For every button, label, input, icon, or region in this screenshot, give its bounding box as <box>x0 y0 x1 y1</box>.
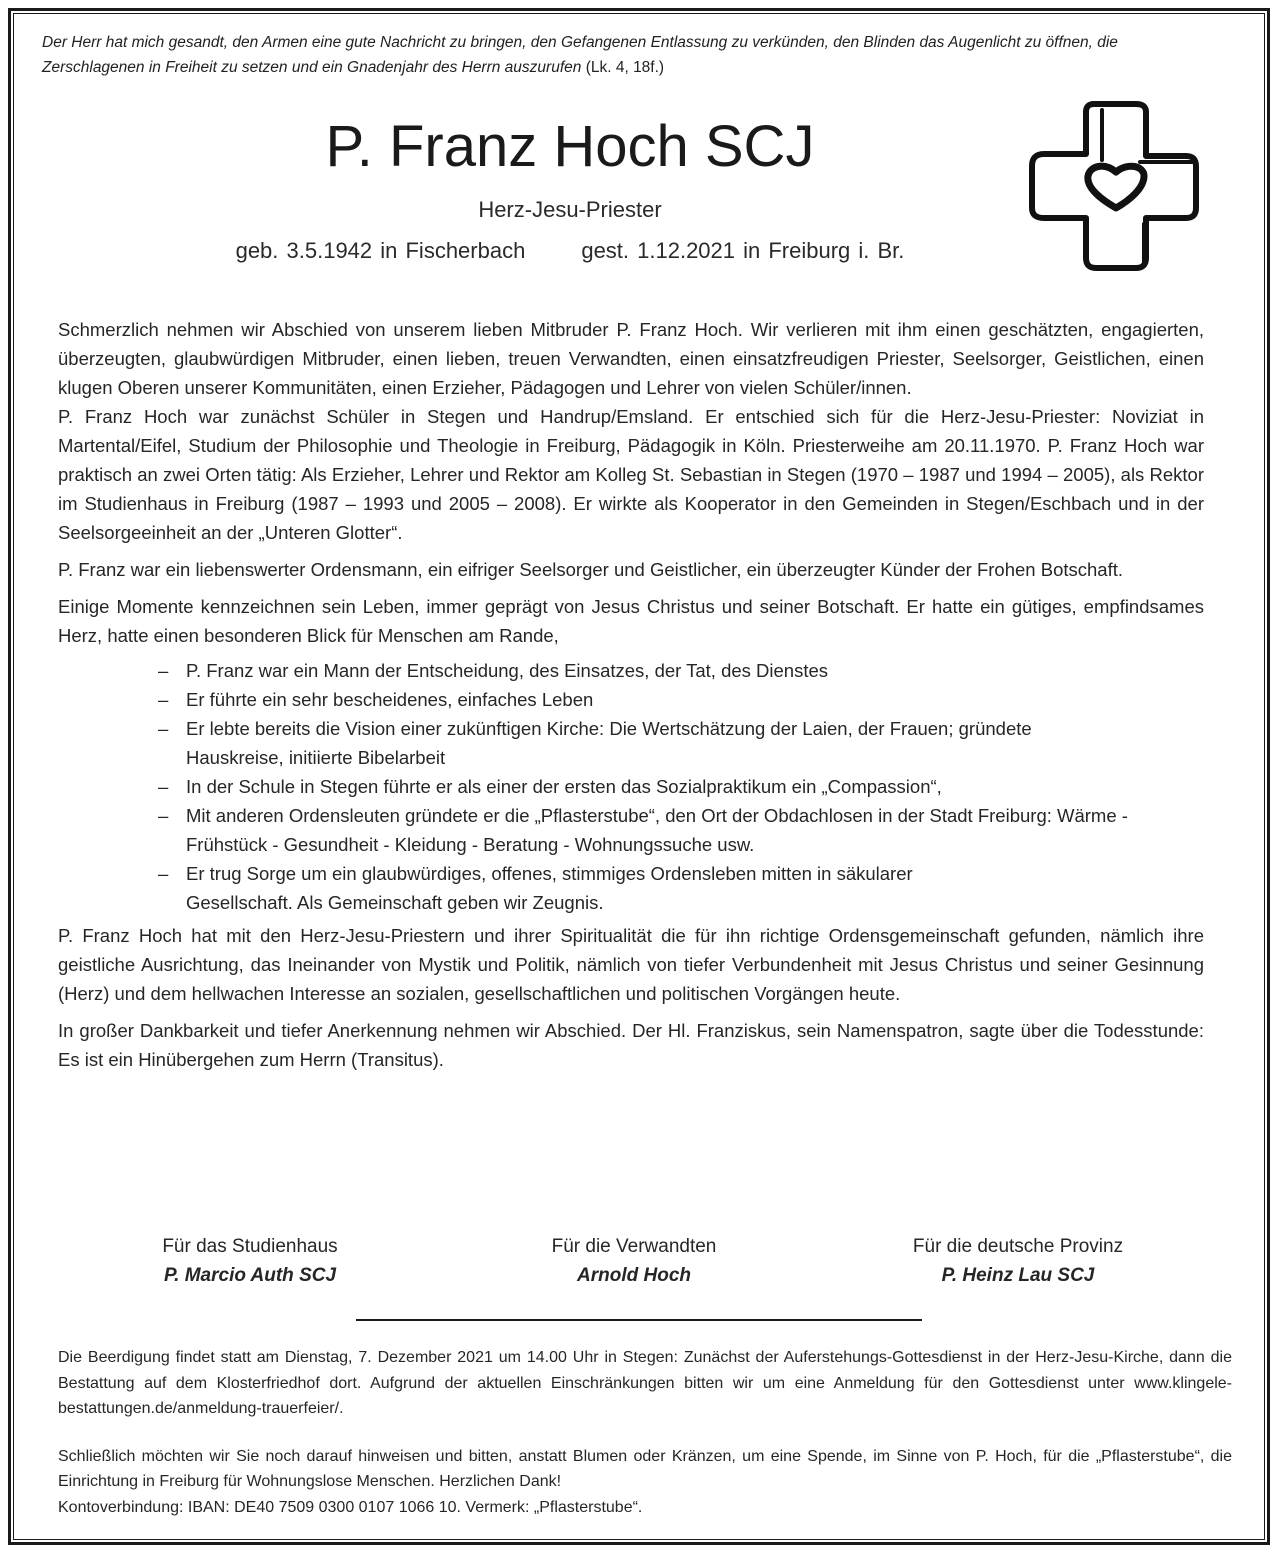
paragraph-tribute: Schmerzlich nehmen wir Abschied von unserem lieben Mitbruder P. Franz Hoch. Wir verlieren mit ihm einen geschätzten, engagierten, überzeugten, glaubwürdigen Mitbruder, einen lieben, treuen Verwandten, einen einsatzfreudigen Priester, Seelsorger, Geistlichen, einen klugen Oberen unserer Kommunitäten, einen Erzieher, Pädagogen und Lehrer von vielen Schüler/innen. <box>58 319 1204 398</box>
funeral-details: Die Beerdigung findet statt am Dienstag, 7. Dezember 2021 um 14.00 Uhr in Stegen: Zunächst der Auferstehungs-Gottesdienst in der Herz-Jesu-Kirche, dann die Bestattung auf dem Klosterfriedhof dort. Aufgrund der aktuellen Einschränkungen bitten wir um eine Anmeldung für den Gottesdienst unter www.klingele-bestattungen.de/anmeldung-trauerfeier/. <box>58 1349 1232 1417</box>
paragraph-spirituality: P. Franz Hoch hat mit den Herz-Jesu-Priestern und ihrer Spiritualität die für ihn richtige Ordensgemeinschaft gefunden, nämlich ihre geistliche Ausrichtung, das Ineinander von Mystik und Politik, nämlich von tiefer Verbundenheit mit Jesus Christus und seiner Gesinnung (Herz) und dem hellwachen Interesse an sozialen, gesellschaftlichen und politischen Vorgängen heute. <box>58 925 1204 1004</box>
dash-marker: – <box>158 863 169 884</box>
signature-name: P. Heinz Lau SCJ <box>941 1265 1095 1286</box>
bible-quote <box>42 30 1202 80</box>
dash-marker: – <box>158 718 169 739</box>
obituary-body <box>58 315 1204 1074</box>
signature-role: Für die Verwandten <box>551 1236 717 1257</box>
list-item: – In der Schule in Stegen führte er als einer der ersten das Sozialpraktikum ein „Compassion“, <box>158 772 1204 801</box>
list-item: – Mit anderen Ordensleuten gründete er die „Pflasterstube“, den Ort der Obdachlosen in der Stadt Freiburg: Wärme - Frühstück - Gesundheit - Kleidung - Beratung - Wohnungssuche usw. <box>158 801 1166 859</box>
list-item: – Er trug Sorge um ein glaubwürdiges, offenes, stimmiges Ordensleben mitten in säkularer Gesellschaft. Als Gemeinschaft geben wir Zeugnis. <box>158 859 966 917</box>
moments-list <box>58 656 1204 917</box>
life-dates <box>0 236 1140 266</box>
list-item: – Er lebte bereits die Vision einer zukünftigen Kirche: Die Wertschätzung der Laien, der Frauen; gründete Hauskreise, initiierte Bibelarbeit <box>158 714 1066 772</box>
birth-date: geb. 3.5.1942 in Fischerbach <box>235 238 526 263</box>
dash-marker: – <box>158 776 169 797</box>
death-date: gest. 1.12.2021 in Freiburg i. Br. <box>581 238 905 263</box>
signature-role: Für das Studienhaus <box>162 1236 338 1257</box>
signature-studienhaus <box>60 1232 440 1290</box>
paragraph-moments-intro: Einige Momente kennzeichnen sein Leben, immer geprägt von Jesus Christus und seiner Botschaft. Er hatte ein gütiges, empfindsames Herz, hatte einen besonderen Blick für Menschen am Rande, <box>58 596 1204 646</box>
donation-request: Schließlich möchten wir Sie noch darauf hinweisen und bitten, anstatt Blumen oder Kränzen, um eine Spende, im Sinne von P. Hoch, für die „Pflasterstube“, die Einrichtung in Freiburg für Wohnungslose Menschen. Herzlichen Dank! <box>58 1447 1232 1490</box>
deceased-name: P. Franz Hoch SCJ <box>325 114 815 179</box>
quote-reference: (Lk. 4, 18f.) <box>585 59 665 76</box>
list-item: – P. Franz war ein Mann der Entscheidung, des Einsatzes, der Tat, des Dienstes <box>158 656 1204 685</box>
signature-name: P. Marcio Auth SCJ <box>163 1265 337 1286</box>
signature-provinz <box>828 1232 1208 1290</box>
signature-block <box>58 1232 1204 1292</box>
paragraph-farewell: In großer Dankbarkeit und tiefer Anerkennung nehmen wir Abschied. Der Hl. Franziskus, sein Namenspatron, sagte über die Todesstunde: Es ist ein Hinübergehen zum Herrn (Transitus). <box>58 1020 1204 1070</box>
paragraph-character: P. Franz war ein liebenswerter Ordensmann, ein eifriger Seelsorger und Geistlicher, ein überzeugter Künder der Frohen Botschaft. <box>58 559 1123 580</box>
dash-marker: – <box>158 660 169 681</box>
list-item: – Er führte ein sehr bescheidenes, einfaches Leben <box>158 685 1204 714</box>
bank-account: Kontoverbindung: IBAN: DE40 7509 0300 0107 1066 10. Vermerk: „Pflasterstube“. <box>58 1498 643 1516</box>
paragraph-biography: P. Franz Hoch war zunächst Schüler in Stegen und Handrup/Emsland. Er entschied sich für die Herz-Jesu-Priester: Noviziat in Martental/Eifel, Studium der Philosophie und Theologie in Freiburg, Pädagogik in Köln. Priesterweihe am 20.11.1970. P. Franz Hoch war praktisch an zwei Orten tätig: Als Erzieher, Lehrer und Rektor am Kolleg St. Sebastian in Stegen (1970 – 1987 und 1994 – 2005), als Rektor im Studienhaus in Freiburg (1987 – 1993 und 2005 – 2008). Er wirkte als Kooperator in den Gemeinden in Stegen/Eschbach und in der Seelsorgeeinheit an der „Unteren Glotter“. <box>58 406 1204 543</box>
funeral-info <box>58 1345 1232 1520</box>
cross-with-heart-icon <box>1024 96 1208 276</box>
dash-marker: – <box>158 689 169 710</box>
order-subtitle: Herz-Jesu-Priester <box>478 197 662 222</box>
divider-line <box>356 1319 922 1321</box>
signature-role: Für die deutsche Provinz <box>912 1236 1124 1257</box>
quote-text: Der Herr hat mich gesandt, den Armen eine gute Nachricht zu bringen, den Gefangenen Entlassung zu verkünden, den Blinden das Augenlicht zu öffnen, die Zerschlagenen in Freiheit zu setzen und ein Gnadenjahr des Herrn auszurufen <box>42 34 1118 76</box>
signature-name: Arnold Hoch <box>577 1265 691 1286</box>
dash-marker: – <box>158 805 169 826</box>
signature-verwandten <box>444 1232 824 1290</box>
